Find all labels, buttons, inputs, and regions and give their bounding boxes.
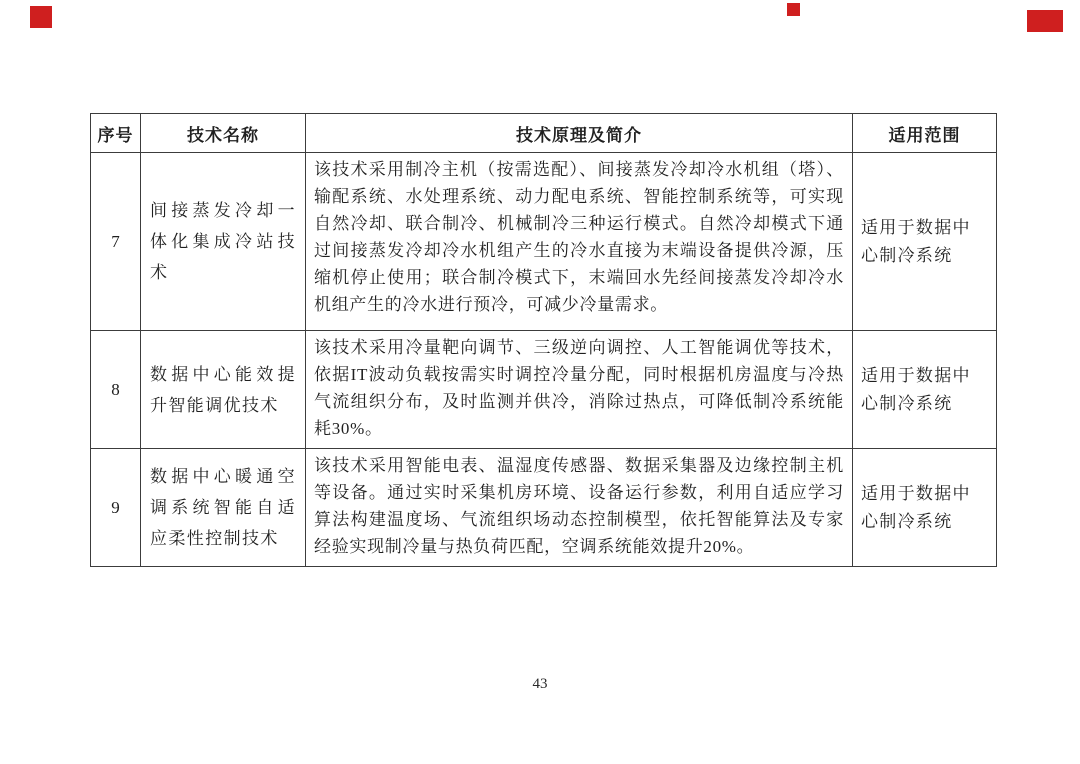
technology-description-cell: 该技术采用制冷主机（按需选配）、间接蒸发冷却冷水机组（塔）、输配系统、水处理系统、动力配电系统、智能控制系统等，可实现自然冷却、联合制冷、机械制冷三种运行模式。自然冷却模式下通过间接蒸发冷却冷水机组产生的冷水直接为末端设备提供冷源，压缩机停止使用；联合制冷模式下，末端回水先经间接蒸发冷却冷水机组产生的冷水进行预冷，可减少冷量需求。 <box>306 153 853 331</box>
serial-number-cell: 9 <box>91 449 141 567</box>
header-technology-name: 技术名称 <box>141 114 306 153</box>
serial-number-cell: 7 <box>91 153 141 331</box>
serial-number-cell: 8 <box>91 331 141 449</box>
technology-name-cell: 数据中心能效提升智能调优技术 <box>141 331 306 449</box>
red-mark-top-center <box>787 3 800 16</box>
applicable-scope-cell: 适用于数据中心制冷系统 <box>853 331 997 449</box>
technology-name-cell: 间接蒸发冷却一体化集成冷站技术 <box>141 153 306 331</box>
header-serial-number: 序号 <box>91 114 141 153</box>
table-row <box>91 449 997 567</box>
table-body <box>91 153 997 567</box>
table-header-row <box>91 114 997 153</box>
red-mark-top-left <box>30 6 52 28</box>
applicable-scope-cell: 适用于数据中心制冷系统 <box>853 449 997 567</box>
technology-name-cell: 数据中心暖通空调系统智能自适应柔性控制技术 <box>141 449 306 567</box>
page-number: 43 <box>532 676 548 692</box>
technology-description-cell: 该技术采用冷量靶向调节、三级逆向调控、人工智能调优等技术，依据IT波动负载按需实时调控冷量分配，同时根据机房温度与冷热气流组织分布，及时监测并供冷，消除过热点，可降低制冷系统能耗30%。 <box>306 331 853 449</box>
applicable-scope-cell: 适用于数据中心制冷系统 <box>853 153 997 331</box>
table-row <box>91 331 997 449</box>
header-principle-introduction: 技术原理及简介 <box>306 114 853 153</box>
technology-description-cell: 该技术采用智能电表、温湿度传感器、数据采集器及边缘控制主机等设备。通过实时采集机房环境、设备运行参数，利用自适应学习算法构建温度场、气流组织场动态控制模型，依托智能算法及专家经验实现制冷量与热负荷匹配，空调系统能效提升20%。 <box>306 449 853 567</box>
header-applicable-scope: 适用范围 <box>853 114 997 153</box>
technology-table <box>90 113 997 567</box>
red-mark-top-right <box>1027 10 1063 32</box>
table-row <box>91 153 997 331</box>
